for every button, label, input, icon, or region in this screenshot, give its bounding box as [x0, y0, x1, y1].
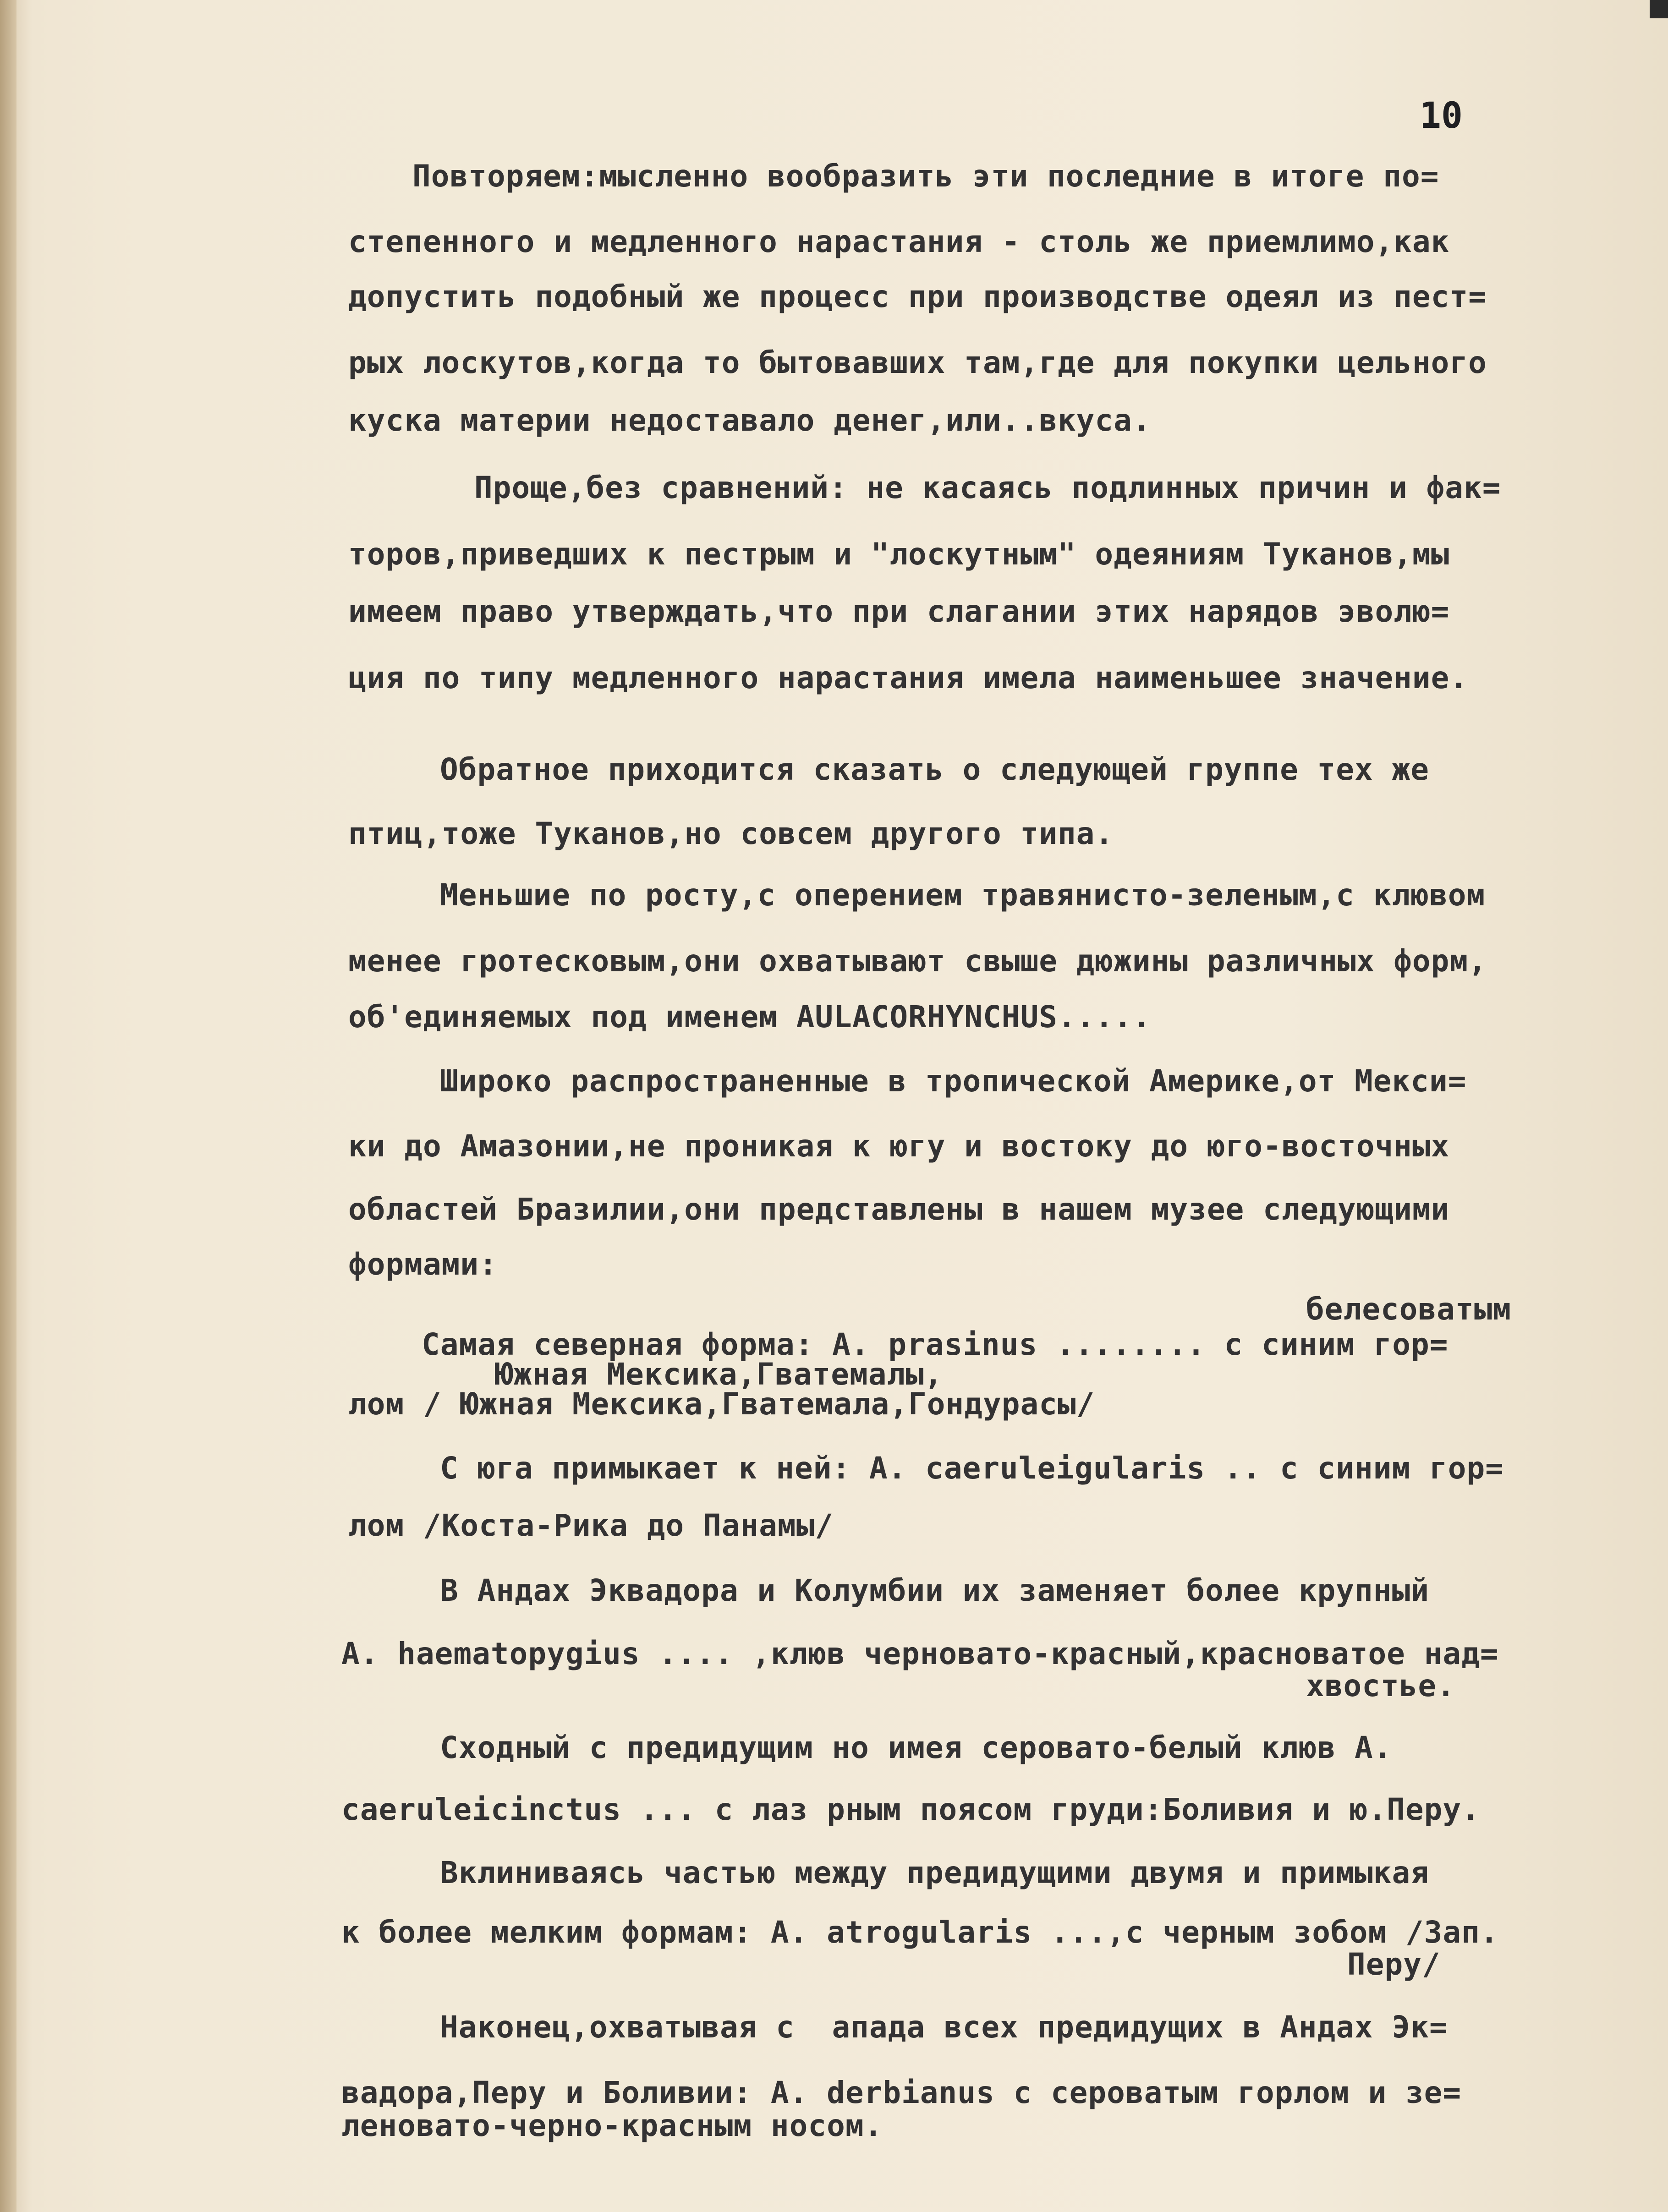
text-line: к более мелким формам: A. atrogularis ...,с черным зобом /Зап.: [341, 1915, 1499, 1950]
text-line: В Андах Эквадора и Колумбии их заменяет более крупный: [440, 1573, 1429, 1608]
text-line: лом / Южная Мексика,Гватемала,Гондурасы/: [348, 1386, 1095, 1422]
page-corner: [1650, 0, 1668, 18]
text-line: хвостье.: [1306, 1668, 1455, 1703]
binding-shadow: [0, 0, 16, 2212]
text-line: менее гротесковым,они охватывают свыше дюжины различных форм,: [348, 943, 1487, 979]
text-line: caeruleicinctus ... с лаз рным поясом груди:Боливия и ю.Перу.: [341, 1792, 1480, 1827]
text-line: Вклиниваясь частью между предидущими двумя и примыкая: [440, 1855, 1429, 1890]
text-line: рых лоскутов,когда то бытовавших там,где для покупки цельного: [348, 345, 1487, 380]
text-line: A. haematopygius .... ,клюв черновато-красный,красноватое над=: [341, 1636, 1499, 1671]
text-line: торов,приведших к пестрым и "лоскутным" одеяниям Туканов,мы: [348, 537, 1450, 572]
text-line: лом /Коста-Рика до Панамы/: [348, 1508, 834, 1543]
text-line: об'единяемых под именем AULACORHYNCHUS.....: [348, 999, 1151, 1035]
text-line: ки до Амазонии,не проникая к югу и востоку до юго-восточных: [348, 1128, 1450, 1164]
text-line: Обратное приходится сказать о следующей группе тех же: [440, 752, 1429, 787]
text-line: птиц,тоже Туканов,но совсем другого типа.: [348, 816, 1114, 851]
text-line: степенного и медленного нарастания - столь же приемлимо,как: [348, 224, 1450, 259]
text-line: С юга примыкает к ней: A. caeruleigularis .. с синим гор=: [440, 1451, 1504, 1486]
text-line: Наконец,охватывая с апада всех предидущих в Андах Эк=: [440, 2009, 1448, 2045]
text-line: Меньшие по росту,с оперением травянисто-зеленым,с клювом: [440, 877, 1486, 913]
text-line: Южная Мексика,Гватемалы,: [495, 1357, 943, 1392]
text-line: имеем право утверждать,что при слагании этих нарядов эволю=: [348, 594, 1450, 629]
text-line: Самая северная форма: A. prasinus ........ с синим гор=: [422, 1327, 1449, 1362]
page-number: 10: [1420, 95, 1463, 137]
text-line: Сходный с предидущим но имея серовато-белый клюв A.: [440, 1730, 1392, 1765]
text-line: Широко распространенные в тропической Америке,от Мекси=: [440, 1063, 1467, 1099]
text-line: вадора,Перу и Боливии: A. derbianus с сероватым горлом и зе=: [341, 2075, 1462, 2110]
text-line: леновато-черно-красным носом.: [341, 2108, 883, 2143]
text-line: Перу/: [1347, 1947, 1441, 1982]
text-line: допустить подобный же процесс при производстве одеял из пест=: [348, 279, 1487, 314]
text-line: Проще,без сравнений: не касаясь подлинных причин и фак=: [474, 470, 1501, 505]
text-line: областей Бразилии,они представлены в нашем музее следующими: [348, 1192, 1450, 1227]
text-line: формами:: [348, 1247, 498, 1282]
text-line: куска материи недоставало денег,или..вкуса.: [348, 403, 1151, 438]
text-line: белесоватым: [1306, 1292, 1512, 1327]
text-line: Повторяем:мысленно вообразить эти последние в итоге по=: [412, 159, 1439, 194]
text-line: ция по типу медленного нарастания имела наименьшее значение.: [348, 660, 1469, 695]
